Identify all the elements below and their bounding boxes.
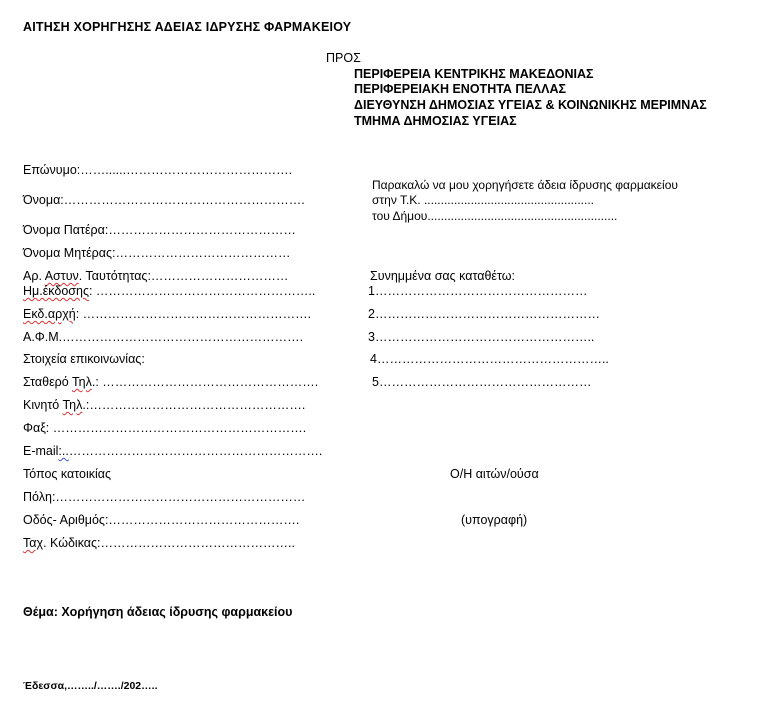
id-label-c: . Ταυτότητας:…………………………… [78, 269, 289, 283]
authority-dots: : ………………………………………………. [75, 307, 312, 321]
email-dots: ……………………………………………………. [68, 444, 323, 458]
field-landline [23, 375, 318, 389]
attachments-label: Συνημμένα σας καταθέτω: [370, 269, 515, 283]
mobile-dots: .:……………………………………………. [82, 398, 306, 412]
field-name: Όνομα:…………………………………………………. [23, 193, 305, 207]
field-mother-name: Όνομα Μητέρας:…………………………………… [23, 246, 291, 260]
landline-dots: .: ……………………………………………. [91, 375, 319, 389]
field-mobile [23, 398, 305, 412]
landline-label-a: Σταθερό [23, 375, 72, 389]
postal-label: Ταχ [23, 536, 44, 550]
postal-dots: . Κώδικας:……………………………………….. [43, 536, 295, 550]
field-father-name: Όνομα Πατέρα:……………………………………… [23, 223, 296, 237]
attachment-5: 5…………………………………………… [372, 375, 592, 389]
attachment-1: 1…………………………………………… [368, 284, 588, 298]
signature-label: (υπογραφή) [461, 513, 528, 527]
field-fax: Φαξ: ……………………………………………………. [23, 421, 307, 435]
recipient-line-4: ΤΜΗΜΑ ΔΗΜΟΣΙΑΣ ΥΓΕΙΑΣ [354, 114, 517, 128]
pros-label: ΠΡΟΣ [326, 51, 361, 65]
landline-label-b: Τηλ [71, 375, 92, 389]
request-line-1: Παρακαλώ να μου χορηγήσετε άδεια ίδρυσης φαρμακείου [372, 178, 678, 192]
id-label-a: Αρ. [23, 269, 45, 283]
field-street: Οδός- Αριθμός:………………………………………. [23, 513, 300, 527]
field-residence-heading: Τόπος κατοικίας [23, 467, 112, 481]
request-line-2: στην Τ.Κ. ................................................... [372, 193, 594, 207]
field-contact-heading: Στοιχεία επικοινωνίας: [23, 352, 145, 366]
recipient-line-3: ΔΙΕΥΘΥΝΣΗ ΔΗΜΟΣΙΑΣ ΥΓΕΙΑΣ & ΚΟΙΝΩΝΙΚΗΣ ΜΕΡΙΜΝΑΣ [354, 98, 707, 112]
field-issuing-authority [23, 307, 311, 321]
issue-label: Ημ.έκδοσης [23, 284, 89, 298]
mobile-label-a: Κινητό [23, 398, 63, 412]
field-city: Πόλη:…………………………………………………… [23, 490, 306, 504]
attachment-2: 2……………………………………………… [368, 307, 600, 321]
attachment-3: 3…………………………………………….. [368, 330, 595, 344]
email-colon: :.. [58, 444, 69, 458]
field-id-number [23, 269, 288, 283]
applicant-label: Ο/Η αιτών/ούσα [450, 467, 539, 481]
id-label-b: Αστυν [44, 269, 79, 283]
field-afm: Α.Φ.Μ.…………………………………………………. [23, 330, 304, 344]
subject-line: Θέμα: Χορήγηση άδειας ίδρυσης φαρμακείου [23, 605, 293, 619]
attachment-4: 4……………………………………………….. [370, 352, 609, 366]
request-line-3: του Δήμου......................................................... [372, 209, 618, 223]
document-title: ΑΙΤΗΣΗ ΧΟΡΗΓΗΣΗΣ ΑΔΕΙΑΣ ΙΔΡΥΣΗΣ ΦΑΡΜΑΚΕΙΟΥ [23, 20, 352, 34]
field-email [23, 444, 322, 458]
date-line: Έδεσσα,……../……./202….. [23, 680, 158, 692]
recipient-line-2: ΠΕΡΙΦΕΡΕΙΑΚΗ ΕΝΟΤΗΤΑ ΠΕΛΛΑΣ [354, 82, 566, 96]
authority-label: Εκδ.αρχή [23, 307, 76, 321]
field-issue-date [23, 284, 315, 298]
field-surname: Επώνυμο:……......…………………………………. [23, 163, 293, 177]
mobile-label-b: Τηλ [62, 398, 83, 412]
recipient-line-1: ΠΕΡΙΦΕΡΕΙΑ ΚΕΝΤΡΙΚΗΣ ΜΑΚΕΔΟΝΙΑΣ [354, 67, 594, 81]
email-label: E-mail [23, 444, 59, 458]
issue-dots: : …………………………………………….. [88, 284, 316, 298]
field-postal-code [23, 536, 295, 550]
